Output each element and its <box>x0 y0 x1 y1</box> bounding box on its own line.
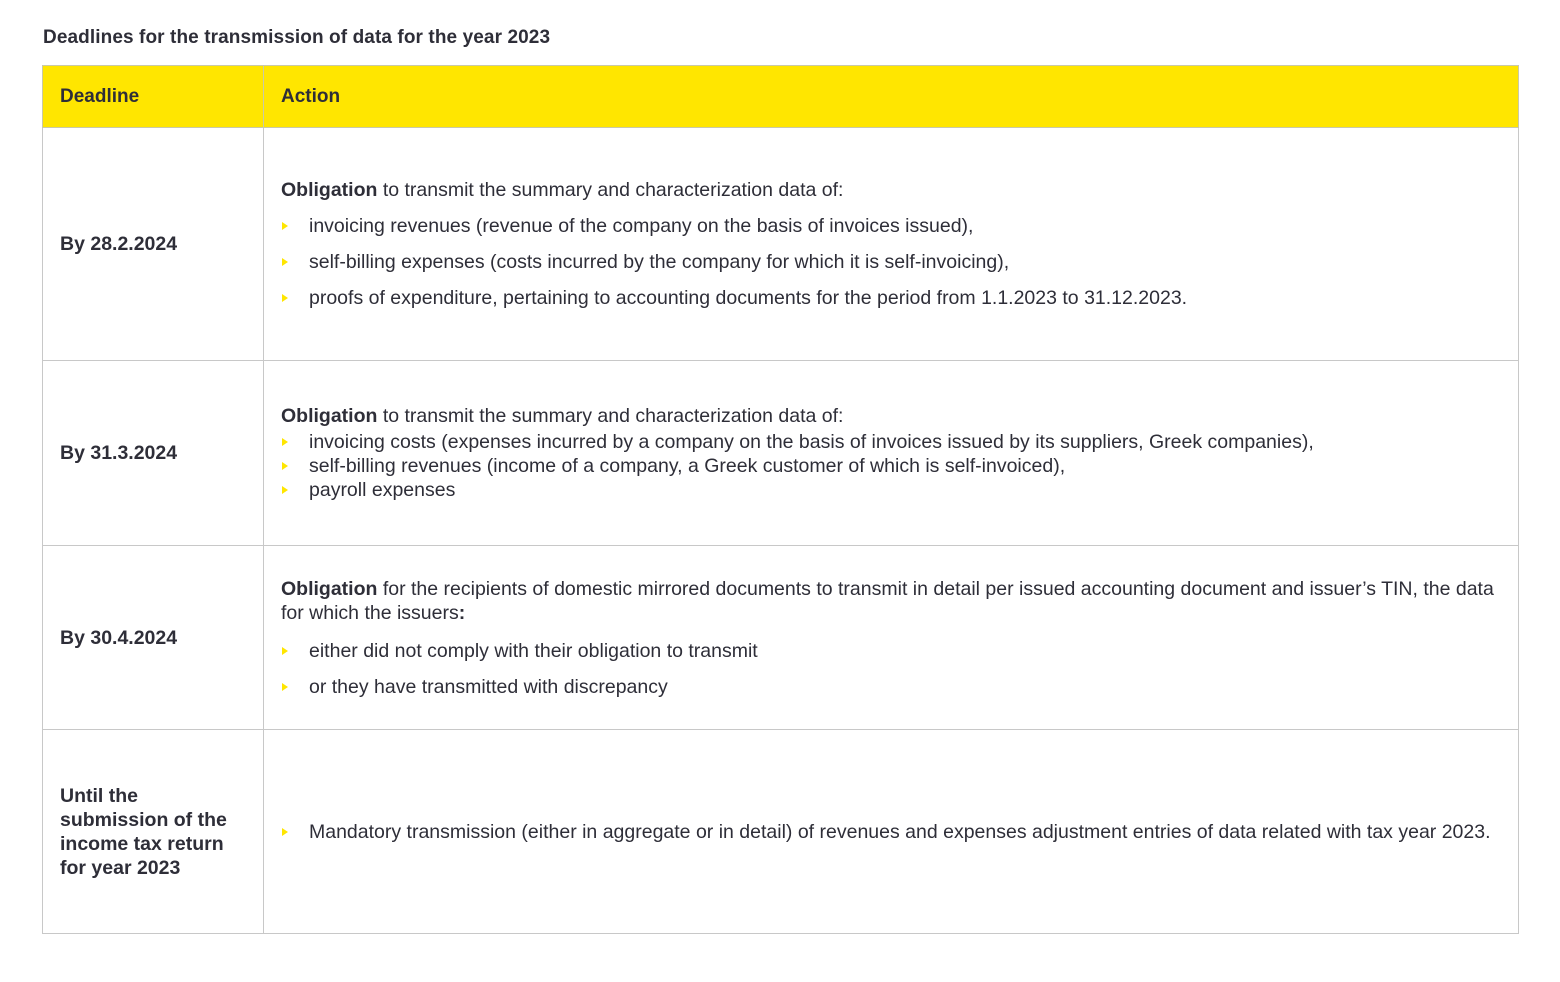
table-row <box>43 361 1519 546</box>
bullet-list <box>281 214 1501 310</box>
deadline-cell: By 31.3.2024 <box>43 361 264 546</box>
bullet-item: Mandatory transmission (either in aggregate or in detail) of revenues and expenses adjustment entries of data related with tax year 2023. <box>281 820 1501 844</box>
bullet-list <box>281 639 1501 699</box>
table-header-row <box>43 66 1519 128</box>
bullet-list <box>281 430 1501 502</box>
bullet-item: self-billing revenues (income of a company, a Greek customer of which is self-invoiced), <box>281 454 1501 478</box>
deadline-cell: Until the submission of the income tax return for year 2023 <box>43 730 264 934</box>
bullet-item: invoicing costs (expenses incurred by a company on the basis of invoices issued by its suppliers, Greek companies), <box>281 430 1501 454</box>
action-cell <box>264 361 1519 546</box>
column-header-action: Action <box>264 66 1519 128</box>
deadline-cell: By 28.2.2024 <box>43 128 264 361</box>
deadline-cell: By 30.4.2024 <box>43 546 264 730</box>
action-cell <box>264 128 1519 361</box>
obligation-intro: Obligation to transmit the summary and characterization data of: <box>281 405 844 427</box>
table-title: Deadlines for the transmission of data for the year 2023 <box>43 27 551 48</box>
deadlines-table <box>42 65 1519 934</box>
bullet-item: proofs of expenditure, pertaining to accounting documents for the period from 1.1.2023 to 31.12.2023. <box>281 286 1501 310</box>
action-cell <box>264 730 1519 934</box>
table-row <box>43 128 1519 361</box>
bullet-item: self-billing expenses (costs incurred by the company for which it is self-invoicing), <box>281 250 1501 274</box>
table-row <box>43 730 1519 934</box>
bullet-item: either did not comply with their obligation to transmit <box>281 639 1501 663</box>
action-cell <box>264 546 1519 730</box>
bullet-list <box>281 820 1501 844</box>
bullet-item: payroll expenses <box>281 478 1501 502</box>
bullet-item: invoicing revenues (revenue of the company on the basis of invoices issued), <box>281 214 1501 238</box>
obligation-intro: Obligation for the recipients of domestic mirrored documents to transmit in detail per issued accounting document and issuer’s TIN, the data for which the issuers: <box>281 577 1494 624</box>
bullet-item: or they have transmitted with discrepancy <box>281 675 1501 699</box>
obligation-intro: Obligation to transmit the summary and characterization data of: <box>281 179 844 201</box>
column-header-deadline: Deadline <box>43 66 264 128</box>
table-row <box>43 546 1519 730</box>
